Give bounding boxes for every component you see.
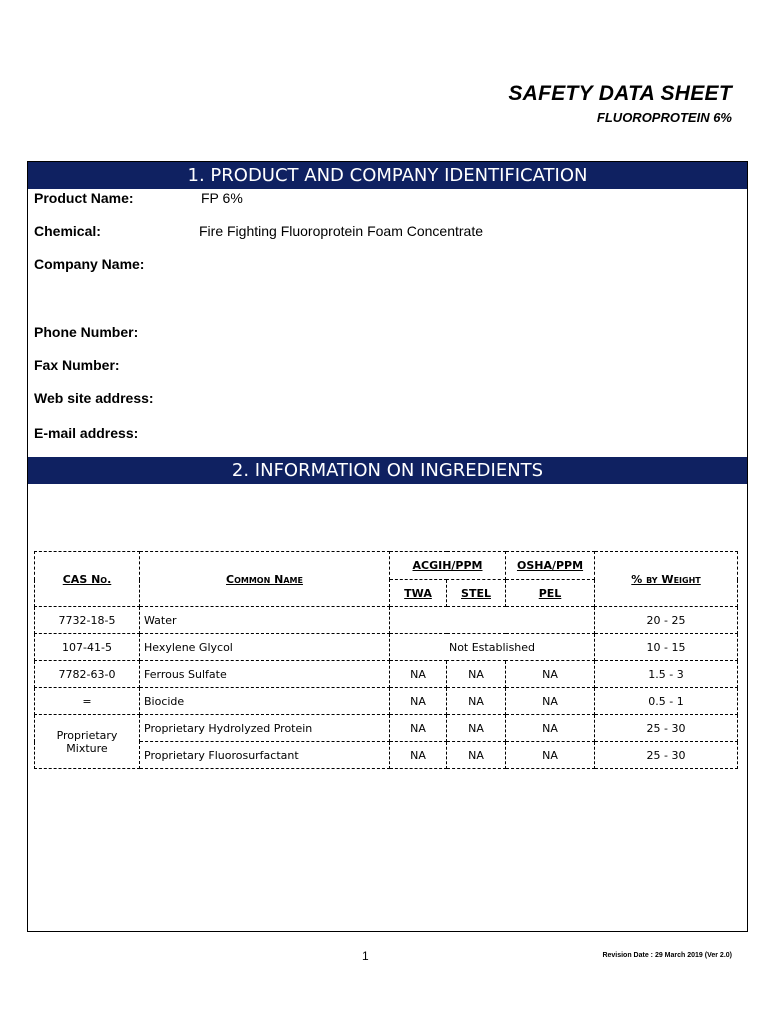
weight-header: % by Weight	[595, 552, 738, 607]
table-row	[35, 715, 738, 742]
twa-cell: NA	[390, 742, 447, 769]
weight-cell: 0.5 - 1	[595, 688, 738, 715]
cas-header: CAS No.	[35, 552, 140, 607]
twa-cell: NA	[390, 715, 447, 742]
weight-cell: 25 - 30	[595, 742, 738, 769]
product-name-label: Product Name:	[34, 190, 134, 206]
sds-frame	[27, 161, 748, 932]
stel-cell: NA	[447, 661, 506, 688]
twa-cell: NA	[390, 661, 447, 688]
chemical-value: Fire Fighting Fluoroprotein Foam Concentrate	[199, 223, 484, 239]
weight-cell: 25 - 30	[595, 715, 738, 742]
name-cell: Biocide	[140, 688, 390, 715]
name-cell: Proprietary Fluorosurfactant	[140, 742, 390, 769]
section-2-heading: 2. INFORMATION ON INGREDIENTS	[28, 457, 747, 484]
weight-cell: 10 - 15	[595, 634, 738, 661]
stel-cell: NA	[447, 688, 506, 715]
cas-cell: 107-41-5	[35, 634, 140, 661]
table-row	[35, 607, 738, 634]
weight-cell: 1.5 - 3	[595, 661, 738, 688]
acgih-header: ACGIH/PPM	[390, 552, 506, 580]
pel-cell: NA	[506, 742, 595, 769]
name-cell: Water	[140, 607, 390, 634]
table-row	[35, 634, 738, 661]
section-1-heading: 1. PRODUCT AND COMPANY IDENTIFICATION	[28, 162, 747, 189]
cas-cell: 7782-63-0	[35, 661, 140, 688]
table-row	[35, 688, 738, 715]
website-label: Web site address:	[34, 390, 154, 406]
fax-number-label: Fax Number:	[34, 357, 120, 373]
common-name-header: Common Name	[140, 552, 390, 607]
twa-header: TWA	[390, 580, 447, 607]
stel-cell: NA	[447, 715, 506, 742]
cas-cell: Proprietary Mixture	[35, 715, 140, 769]
document-title: SAFETY DATA SHEET	[508, 82, 732, 105]
weight-cell: 20 - 25	[595, 607, 738, 634]
cas-cell: =	[35, 688, 140, 715]
name-cell: Ferrous Sulfate	[140, 661, 390, 688]
ingredients-table	[34, 551, 738, 769]
pel-cell: NA	[506, 715, 595, 742]
company-name-label: Company Name:	[34, 256, 145, 272]
pel-header: PEL	[506, 580, 595, 607]
table-row	[35, 742, 738, 769]
table-row	[35, 661, 738, 688]
page-number: 1	[362, 949, 369, 963]
twa-cell: NA	[390, 688, 447, 715]
email-label: E-mail address:	[34, 425, 139, 441]
pel-cell: NA	[506, 688, 595, 715]
stel-header: STEL	[447, 580, 506, 607]
cas-cell: 7732-18-5	[35, 607, 140, 634]
document-subtitle: FLUOROPROTEIN 6%	[596, 110, 732, 125]
phone-number-label: Phone Number:	[34, 324, 139, 340]
name-cell: Hexylene Glycol	[140, 634, 390, 661]
revision-date: Revision Date : 29 March 2019 (Ver 2.0)	[602, 952, 732, 959]
exposure-merged-cell: Not Established	[390, 634, 595, 661]
osha-header: OSHA/PPM	[506, 552, 595, 580]
stel-cell: NA	[447, 742, 506, 769]
exposure-cell	[390, 607, 595, 634]
pel-cell: NA	[506, 661, 595, 688]
product-name-value: FP 6%	[201, 190, 243, 206]
name-cell: Proprietary Hydrolyzed Protein	[140, 715, 390, 742]
chemical-label: Chemical:	[34, 223, 101, 239]
